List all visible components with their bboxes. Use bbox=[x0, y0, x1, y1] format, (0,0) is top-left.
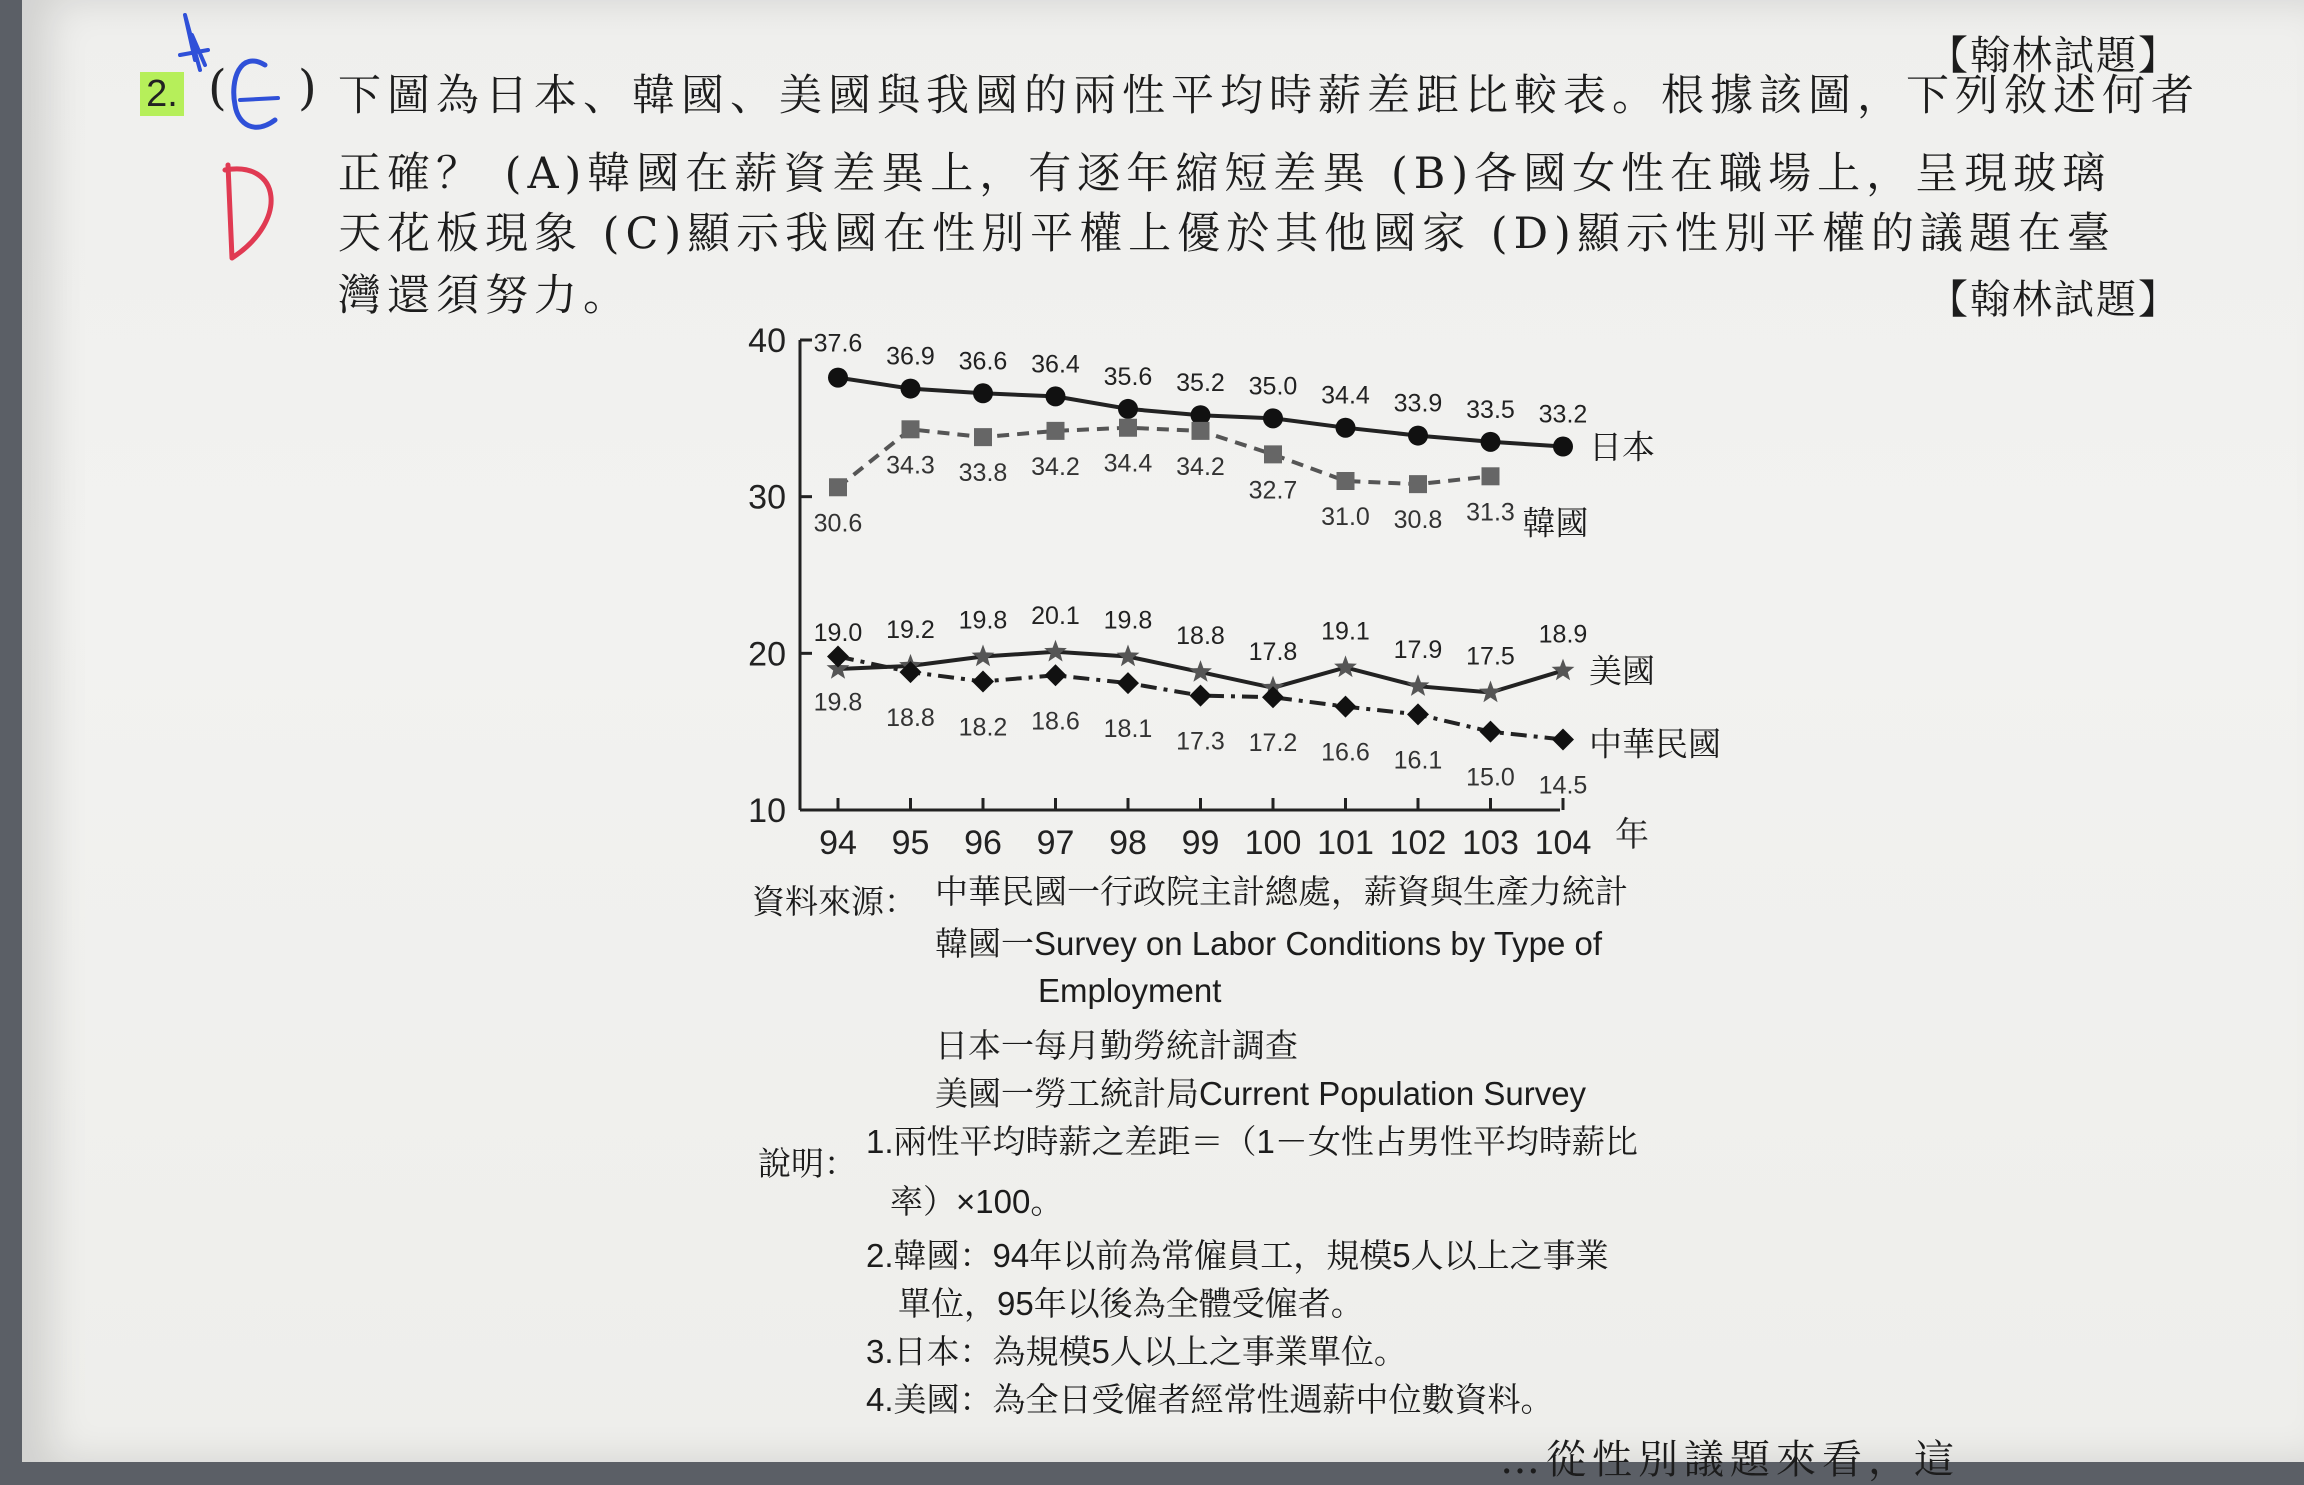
data-label: 36.9 bbox=[886, 342, 935, 371]
chart-container bbox=[720, 310, 1721, 862]
point-marker bbox=[902, 420, 920, 438]
data-label: 19.8 bbox=[1103, 606, 1153, 635]
x-tick-label: 104 bbox=[1534, 824, 1592, 862]
data-label: 19.2 bbox=[886, 615, 935, 644]
data-label: 30.8 bbox=[1393, 506, 1443, 535]
data-label: 19.8 bbox=[813, 688, 863, 717]
source-tag-top: 【翰林試題】 bbox=[1928, 33, 2180, 79]
data-label: 20.1 bbox=[1031, 601, 1080, 630]
explain-line-1: 1.兩性平均時薪之差距＝（1－女性占男性平均時薪比 bbox=[866, 1123, 1638, 1160]
x-unit-label: 年 bbox=[1615, 816, 1649, 854]
point-marker bbox=[1118, 399, 1138, 419]
data-label: 18.2 bbox=[958, 713, 1008, 742]
point-marker bbox=[1479, 681, 1502, 703]
data-label: 17.3 bbox=[1176, 727, 1225, 756]
point-marker bbox=[1552, 729, 1574, 751]
data-label: 19.0 bbox=[813, 619, 863, 647]
data-label: 34.4 bbox=[1103, 449, 1153, 478]
x-tick-label: 103 bbox=[1462, 824, 1519, 862]
source-tag-bottom: 【翰林試題】 bbox=[1928, 277, 2180, 323]
point-marker bbox=[1044, 640, 1067, 662]
data-label: 17.5 bbox=[1466, 642, 1515, 671]
data-label: 33.2 bbox=[1538, 400, 1588, 429]
x-tick-label: 94 bbox=[819, 824, 857, 862]
explain-line-3: 2.韓國：94年以前為常僱員工，規模5人以上之事業 bbox=[866, 1237, 1609, 1274]
point-marker bbox=[1045, 664, 1067, 686]
x-tick-label: 101 bbox=[1317, 824, 1374, 862]
data-label: 18.8 bbox=[886, 704, 935, 733]
point-marker bbox=[973, 383, 993, 403]
data-label: 18.9 bbox=[1538, 620, 1588, 649]
data-label: 34.3 bbox=[886, 451, 935, 480]
data-label: 31.3 bbox=[1466, 498, 1515, 527]
source-line-2: 韓國一Survey on Labor Conditions by Type of bbox=[935, 925, 1603, 962]
x-tick-label: 102 bbox=[1389, 824, 1447, 862]
point-marker bbox=[1117, 672, 1139, 694]
data-label: 36.4 bbox=[1031, 350, 1080, 379]
explain-line-2: 率）×100。 bbox=[890, 1183, 1064, 1220]
series-name-label: 美國 bbox=[1589, 652, 1655, 690]
explain-line-6: 4.美國：為全日受僱者經常性週薪中位數資料。 bbox=[866, 1381, 1554, 1418]
point-marker bbox=[1337, 472, 1355, 490]
point-marker bbox=[1190, 685, 1212, 707]
point-marker bbox=[1407, 703, 1429, 725]
source-line-1: 中華民國一行政院主計總處，薪資與生產力統計 bbox=[935, 873, 1628, 910]
data-label: 18.1 bbox=[1103, 715, 1153, 744]
source-label: 資料來源： bbox=[752, 883, 917, 920]
point-marker bbox=[972, 645, 995, 667]
data-label: 17.2 bbox=[1248, 729, 1298, 758]
point-marker bbox=[1480, 721, 1502, 743]
data-label: 35.0 bbox=[1248, 372, 1298, 401]
data-label: 31.0 bbox=[1321, 503, 1370, 531]
point-marker bbox=[1481, 432, 1501, 452]
data-label: 30.6 bbox=[813, 509, 863, 538]
y-tick-label: 10 bbox=[748, 792, 786, 830]
handwritten-answer bbox=[170, 10, 340, 270]
point-marker bbox=[1119, 419, 1137, 437]
y-tick-label: 20 bbox=[748, 635, 786, 674]
wage-gap-line-chart bbox=[720, 310, 1721, 862]
data-label: 34.2 bbox=[1176, 452, 1225, 481]
point-marker bbox=[1047, 422, 1065, 440]
point-marker bbox=[972, 671, 994, 693]
point-marker bbox=[829, 478, 847, 496]
data-label: 16.1 bbox=[1393, 746, 1443, 775]
point-marker bbox=[1335, 696, 1357, 718]
data-label: 18.6 bbox=[1031, 707, 1080, 736]
data-label: 33.8 bbox=[958, 459, 1008, 488]
data-label: 33.5 bbox=[1466, 395, 1515, 424]
point-marker bbox=[1408, 426, 1428, 446]
point-marker bbox=[1334, 655, 1357, 677]
x-tick-label: 95 bbox=[891, 824, 930, 862]
point-marker bbox=[1552, 659, 1575, 681]
data-label: 14.5 bbox=[1538, 771, 1588, 800]
question-line-1: 下圖為日本、韓國、美國與我國的兩性平均時薪差距比較表。根據該圖，下列敘述何者 bbox=[338, 71, 2200, 121]
data-label: 36.6 bbox=[958, 347, 1008, 376]
point-marker bbox=[1553, 437, 1573, 457]
source-line-4: 日本一每月勤勞統計調查 bbox=[935, 1027, 1298, 1064]
point-marker bbox=[1407, 674, 1430, 696]
point-marker bbox=[1117, 645, 1140, 667]
data-label: 34.4 bbox=[1321, 381, 1370, 410]
point-marker bbox=[1409, 475, 1427, 493]
data-label: 19.1 bbox=[1321, 617, 1370, 646]
x-tick-label: 97 bbox=[1036, 824, 1075, 862]
series-name-label: 中華民國 bbox=[1589, 725, 1721, 763]
point-marker bbox=[1192, 422, 1210, 440]
explain-line-5: 3.日本：為規模5人以上之事業單位。 bbox=[866, 1333, 1407, 1370]
point-marker bbox=[1482, 467, 1500, 485]
x-tick-label: 98 bbox=[1109, 824, 1147, 862]
source-line-3: Employment bbox=[1038, 972, 1222, 1009]
data-label: 34.2 bbox=[1031, 452, 1080, 481]
point-marker bbox=[1263, 408, 1283, 428]
point-marker bbox=[901, 379, 921, 399]
x-tick-label: 99 bbox=[1181, 824, 1220, 862]
point-marker bbox=[1189, 660, 1212, 682]
data-label: 19.8 bbox=[958, 606, 1008, 635]
data-label: 33.9 bbox=[1393, 389, 1443, 418]
x-tick-label: 100 bbox=[1244, 824, 1302, 862]
point-marker bbox=[827, 645, 849, 667]
point-marker bbox=[1046, 386, 1066, 406]
point-marker bbox=[1264, 445, 1282, 463]
data-label: 18.8 bbox=[1176, 622, 1225, 651]
explain-line-4: 單位，95年以後為全體受僱者。 bbox=[898, 1285, 1364, 1322]
next-paragraph-partial: …從性別議題來看，這 bbox=[1500, 1437, 1960, 1483]
question-line-3: 天花板現象 (C)顯示我國在性別平權上優於其他國家 (D)顯示性別平權的議題在臺 bbox=[338, 209, 2116, 259]
data-label: 37.6 bbox=[813, 329, 863, 358]
data-label: 15.0 bbox=[1466, 763, 1515, 792]
source-line-5: 美國一勞工統計局Current Population Survey bbox=[935, 1075, 1587, 1112]
data-label: 16.6 bbox=[1321, 738, 1370, 767]
data-label: 35.6 bbox=[1103, 362, 1153, 391]
data-label: 35.2 bbox=[1176, 369, 1225, 398]
question-line-2: 正確？ (A)韓國在薪資差異上，有逐年縮短差異 (B)各國女性在職場上，呈現玻璃 bbox=[338, 149, 2112, 199]
answer-paren-open: ( bbox=[208, 60, 227, 116]
series-name-label: 日本 bbox=[1589, 428, 1655, 466]
point-marker bbox=[1336, 418, 1356, 438]
answer-paren-close: ) bbox=[298, 60, 317, 116]
point-marker bbox=[828, 368, 848, 388]
series-line-1 bbox=[838, 428, 1491, 488]
data-label: 17.9 bbox=[1393, 636, 1443, 665]
point-marker bbox=[974, 428, 992, 446]
data-label: 17.8 bbox=[1248, 637, 1298, 666]
y-tick-label: 30 bbox=[748, 478, 786, 517]
question-line-4: 灣還須努力。 bbox=[338, 271, 632, 321]
explain-label: 說明： bbox=[758, 1145, 857, 1182]
series-name-label: 韓國 bbox=[1522, 504, 1589, 542]
y-tick-label: 40 bbox=[748, 322, 786, 360]
x-tick-label: 96 bbox=[964, 824, 1002, 862]
question-number: 2. bbox=[140, 72, 184, 116]
data-label: 32.7 bbox=[1248, 476, 1298, 505]
point-marker bbox=[1262, 686, 1284, 708]
